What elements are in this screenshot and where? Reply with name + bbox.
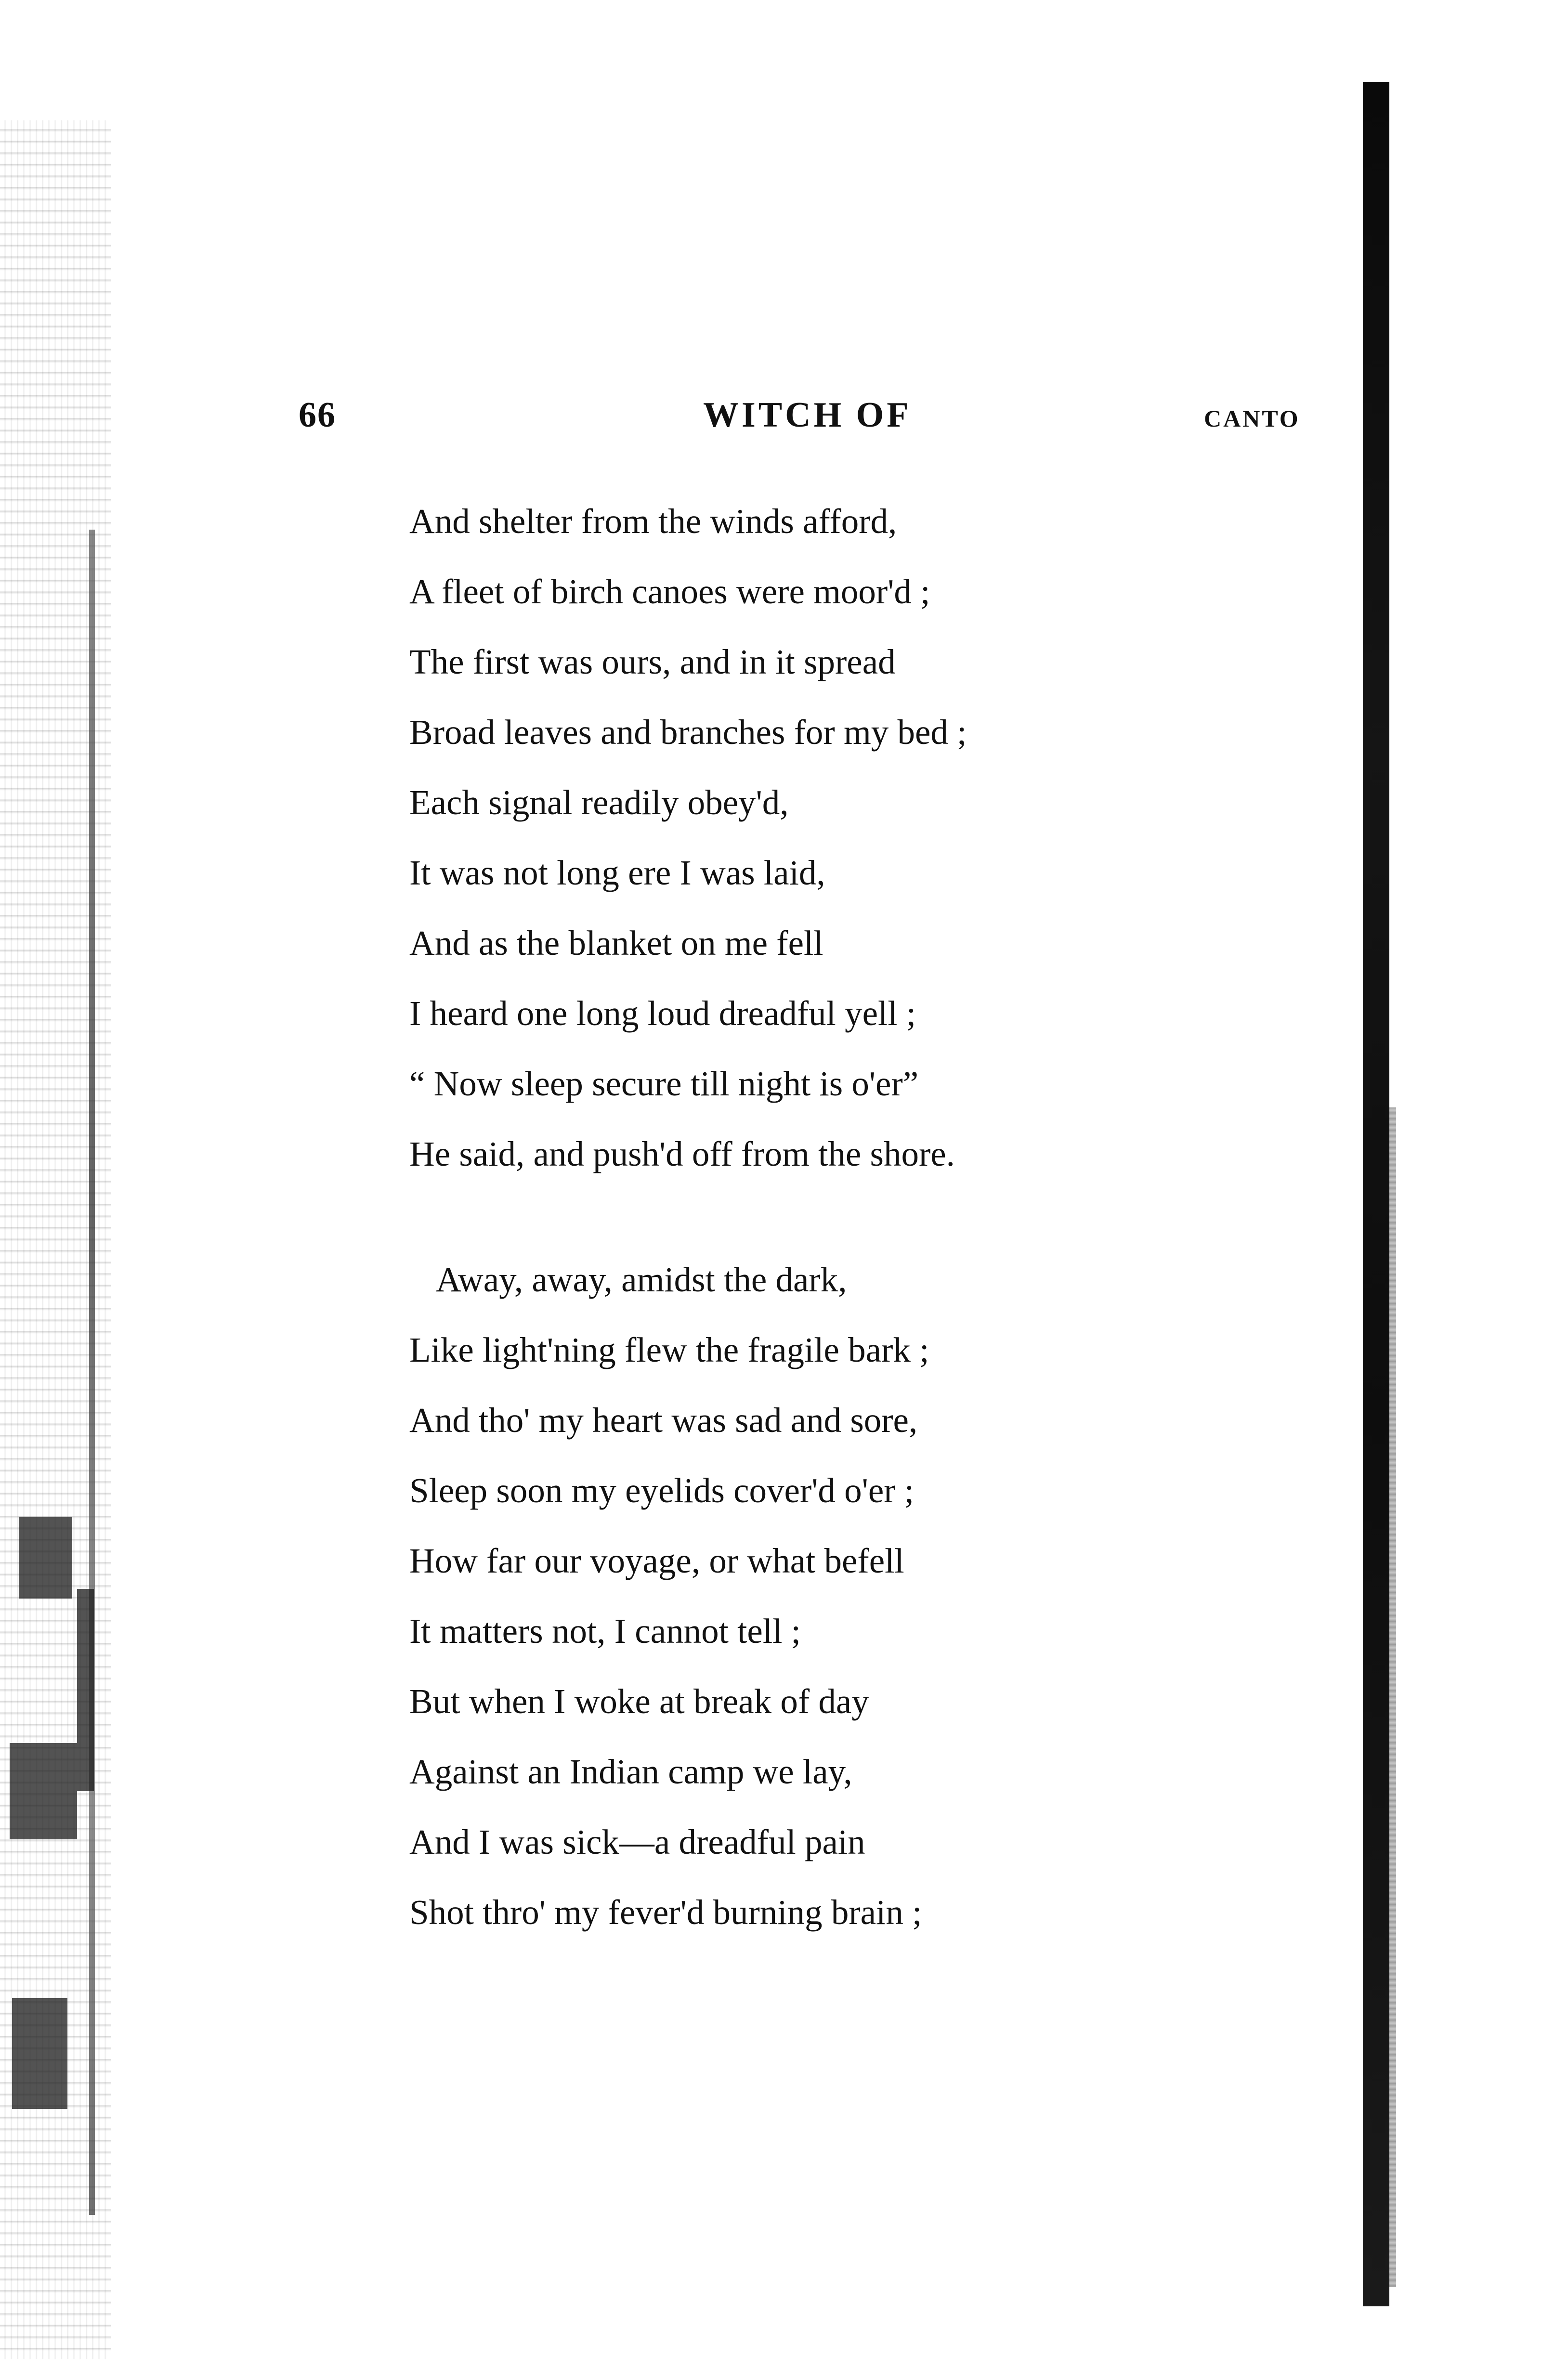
verse-line: And as the blanket on me fell [409, 923, 823, 962]
verse-line: Away, away, amidst the dark, [436, 1260, 847, 1299]
running-section: CANTO [1204, 405, 1300, 432]
verse-line: And I was sick—a dreadful pain [409, 1822, 865, 1861]
verse-line: A fleet of birch canoes were moor'd ; [409, 572, 930, 611]
verse-line: It matters not, I cannot tell ; [409, 1612, 801, 1651]
verse-line: I heard one long loud dreadful yell ; [409, 994, 916, 1033]
verse-line: How far our voyage, or what befell [409, 1541, 904, 1580]
verse-line: Like light'ning flew the fragile bark ; [409, 1330, 929, 1369]
poem-stanza [409, 486, 1132, 1189]
page-number: 66 [299, 395, 336, 435]
scan-blot [77, 1589, 94, 1791]
verse-line: Against an Indian camp we lay, [409, 1752, 852, 1791]
verse-line: And tho' my heart was sad and sore, [409, 1401, 918, 1440]
scan-edge-texture [1389, 1107, 1396, 2287]
verse-line: Broad leaves and branches for my bed ; [409, 713, 967, 752]
running-title: WITCH OF [703, 395, 912, 435]
verse-line: It was not long ere I was laid, [409, 853, 825, 892]
running-header [299, 395, 1320, 443]
poem-stanza [409, 1245, 1132, 1948]
verse-line: Shot thro' my fever'd burning brain ; [409, 1893, 922, 1932]
verse-line: He said, and push'd off from the shore. [409, 1134, 955, 1173]
scan-edge-bar [1363, 82, 1389, 2306]
scan-blot [10, 1743, 77, 1839]
verse-line: Each signal readily obey'd, [409, 783, 789, 822]
scan-gutter-line [89, 530, 95, 2215]
verse-line: The first was ours, and in it spread [409, 642, 896, 681]
verse-line: “ Now sleep secure till night is o'er” [409, 1064, 919, 1103]
verse-line: But when I woke at break of day [409, 1682, 869, 1721]
verse-line: And shelter from the winds afford, [409, 502, 897, 541]
scan-blot [12, 1998, 67, 2109]
scan-blot [19, 1517, 72, 1599]
verse-line: Sleep soon my eyelids cover'd o'er ; [409, 1471, 915, 1510]
